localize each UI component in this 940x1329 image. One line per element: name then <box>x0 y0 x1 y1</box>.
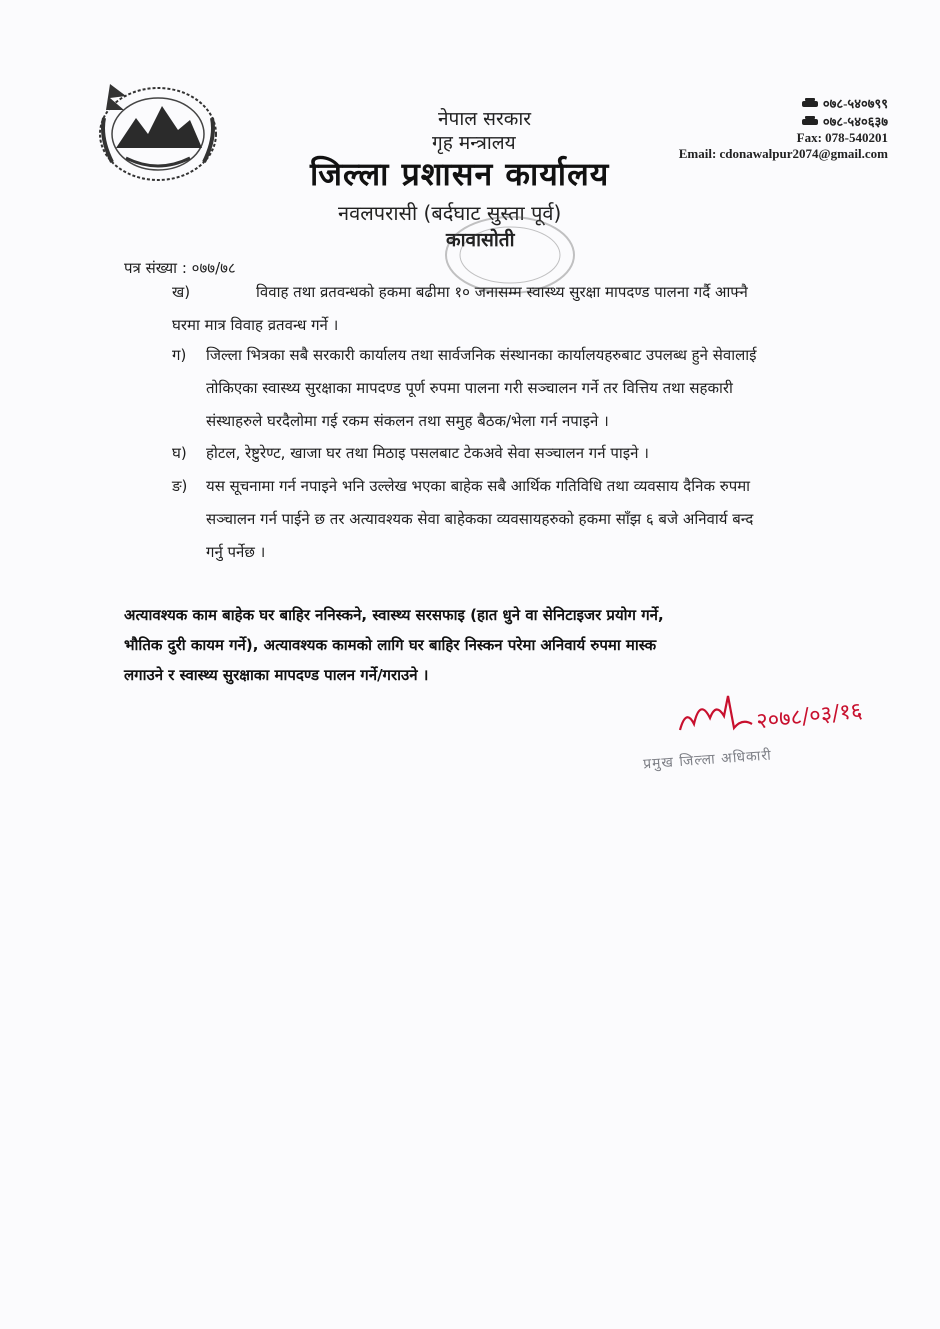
list-item <box>172 282 852 302</box>
phone-number-2: ०७८-५४०६३७ <box>822 114 888 129</box>
notice-line-1: अत्यावश्यक काम बाहेक घर बाहिर ननिस्कने, स्वास्थ्य सरसफाइ (हात धुने वा सेनिटाइजर प्रयोग गर्ने, <box>124 606 664 624</box>
district-name: नवलपरासी (बर्दघाट सुस्ता पूर्व) <box>338 201 562 225</box>
item-text-continued: तोकिएका स्वास्थ्य सुरक्षाका मापदण्ड पूर्ण रुपमा पालना गरी सञ्चालन गर्ने तर वित्तिय तथा सहकारी <box>206 379 733 397</box>
phone-row-1 <box>558 94 888 112</box>
phone-icon <box>801 116 819 126</box>
item-label: ङ) <box>172 477 188 495</box>
item-text-continued: गर्नु पर्नेछ । <box>206 543 266 561</box>
item-text: होटल, रेष्टुरेण्ट, खाजा घर तथा मिठाइ पसलबाट टेकअवे सेवा सञ्चालन गर्न पाइने । <box>206 444 649 462</box>
item-label: घ) <box>172 444 187 462</box>
header-line-1: नेपाल सरकार <box>438 108 532 130</box>
item-text-continued: सञ्चालन गर्न पाईने छ तर अत्यावश्यक सेवा बाहेकका व्यवसायहरुको हकमा साँझ ६ बजे अनिवार्य बन्द <box>206 510 754 528</box>
city-name: कावासोती <box>446 229 515 251</box>
item-label: ग) <box>172 346 187 364</box>
official-stamp: प्रमुख जिल्ला अधिकारी <box>642 747 773 773</box>
reference-number: ०७७/७८ <box>191 259 236 277</box>
header-line-2: गृह मन्त्रालय <box>432 132 516 154</box>
email-address: Email: cdonawalpur2074@gmail.com <box>678 146 888 161</box>
reference-label: पत्र संख्या : <box>124 259 187 277</box>
list-item <box>172 345 872 365</box>
signature-icon <box>676 688 756 742</box>
item-text: यस सूचनामा गर्न नपाइने भनि उल्लेख भएका बाहेक सबै आर्थिक गतिविधि तथा व्यवसाय दैनिक रुपमा <box>206 477 751 495</box>
notice-line-3: लगाउने र स्वास्थ्य सुरक्षाका मापदण्ड पालन गर्ने/गराउने । <box>124 666 429 684</box>
fax-number: Fax: 078-540201 <box>796 130 888 145</box>
phone-number-1: ०७८-५४०७९९ <box>822 96 888 111</box>
item-label: ख) <box>172 283 191 301</box>
phone-row-2 <box>558 112 888 130</box>
item-text-continued: घरमा मात्र विवाह व्रतवन्ध गर्ने । <box>172 316 339 334</box>
nepal-emblem-icon <box>96 78 220 182</box>
notice-line-2: भौतिक दुरी कायम गर्ने), अत्यावश्यक कामको लागि घर बाहिर निस्कन परेमा अनिवार्य रुपमा मास्क <box>124 636 657 654</box>
list-item <box>172 476 872 496</box>
item-text-continued: संस्थाहरुले घरदैलोमा गई रकम संकलन तथा समुह बैठक/भेला गर्न नपाइने । <box>206 412 609 430</box>
item-text: जिल्ला भित्रका सबै सरकारी कार्यालय तथा सार्वजनिक संस्थानका कार्यालयहरुबाट उपलब्ध हुने सेवालाई <box>206 346 757 364</box>
item-text: विवाह तथा व्रतवन्धको हकमा बढीमा १० जनासम्म स्वास्थ्य सुरक्षा मापदण्ड पालना गर्दै आफ्नै <box>256 283 748 301</box>
notice-paragraph <box>124 600 864 690</box>
list-item <box>172 443 872 463</box>
signature-date: २०७८/०३/१६ <box>755 698 864 735</box>
office-title: जिल्ला प्रशासन कार्यालय <box>310 155 610 193</box>
reference-line <box>124 258 236 279</box>
phone-icon <box>801 98 819 108</box>
contact-block <box>558 94 888 162</box>
